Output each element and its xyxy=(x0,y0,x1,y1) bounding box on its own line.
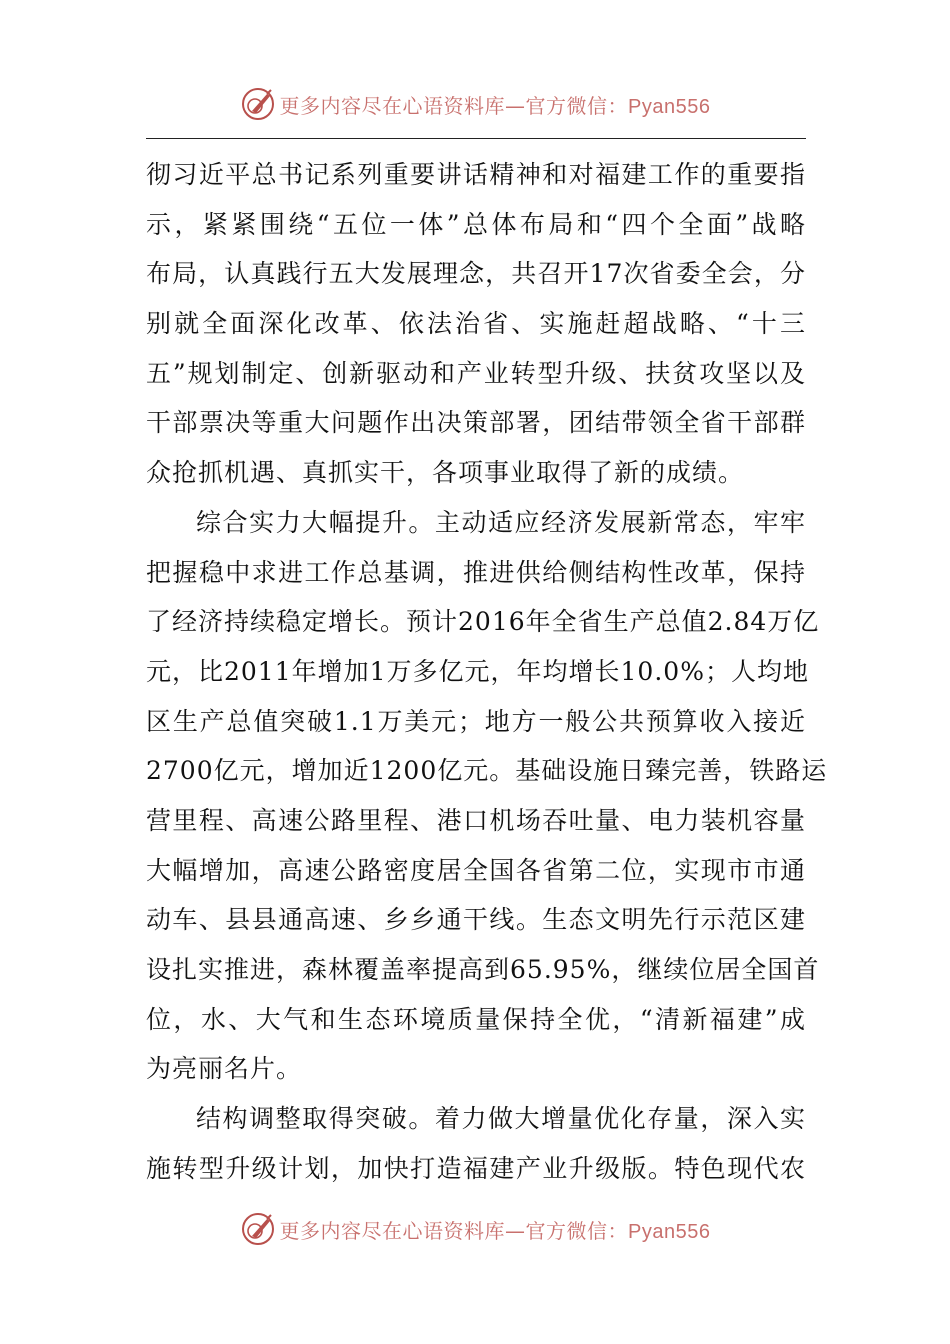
pen-logo-icon xyxy=(240,86,276,122)
text-line: 布局，认真践行五大发展理念，共召开17次省委全会，分 xyxy=(146,259,806,289)
text-line: 区生产总值突破1.1万美元；地方一般公共预算收入接近 xyxy=(146,706,806,736)
text-line: 位，水、大气和生态环境质量保持全优，“清新福建”成 xyxy=(146,1004,806,1034)
text-line: 综合实力大幅提升。主动适应经济发展新常态，牢牢 xyxy=(196,507,806,537)
text-line: 把握稳中求进工作总基调，推进供给侧结构性改革，保持 xyxy=(146,557,806,587)
document-body xyxy=(146,150,828,1193)
text-line: 示，紧紧围绕“五位一体”总体布局和“四个全面”战略 xyxy=(146,209,806,239)
header-rule xyxy=(146,138,806,139)
text-line: 众抢抓机遇、真抓实干，各项事业取得了新的成绩。 xyxy=(146,458,745,488)
pen-logo-icon xyxy=(240,1211,276,1247)
text-line: 2700亿元，增加近1200亿元。基础设施日臻完善，铁路运 xyxy=(146,756,828,786)
header-watermark xyxy=(0,84,950,124)
text-line: 营里程、高速公路里程、港口机场吞吐量、电力装机容量 xyxy=(146,805,806,835)
text-line: 大幅增加，高速公路密度居全国各省第二位，实现市市通 xyxy=(146,855,806,885)
watermark-text: 更多内容尽在心语资料库—官方微信：Pyan556 xyxy=(279,1218,711,1243)
text-line: 设扎实推进，森林覆盖率提高到65.95%，继续位居全国首 xyxy=(146,955,820,984)
text-line: 动车、县县通高速、乡乡通干线。生态文明先行示范区建 xyxy=(146,905,806,935)
text-line: 干部票决等重大问题作出决策部署，团结带领全省干部群 xyxy=(146,408,806,438)
footer-watermark xyxy=(0,1209,950,1249)
text-line: 结构调整取得突破。着力做大增量优化存量，深入实 xyxy=(196,1104,806,1134)
text-line: 了经济持续稳定增长。预计2016年全省生产总值2.84万亿 xyxy=(146,607,820,637)
watermark-text: 更多内容尽在心语资料库—官方微信：Pyan556 xyxy=(279,93,711,118)
text-line: 为亮丽名片。 xyxy=(146,1054,303,1084)
text-line: 五”规划制定、创新驱动和产业转型升级、扶贫攻坚以及 xyxy=(146,358,806,388)
text-line: 施转型升级计划，加快打造福建产业升级版。特色现代农 xyxy=(146,1153,806,1183)
text-line: 彻习近平总书记系列重要讲话精神和对福建工作的重要指 xyxy=(146,160,806,189)
text-line: 元，比2011年增加1万多亿元，年均增长10.0%；人均地 xyxy=(146,656,809,686)
text-line: 别就全面深化改革、依法治省、实施赶超战略、“十三 xyxy=(146,309,806,339)
